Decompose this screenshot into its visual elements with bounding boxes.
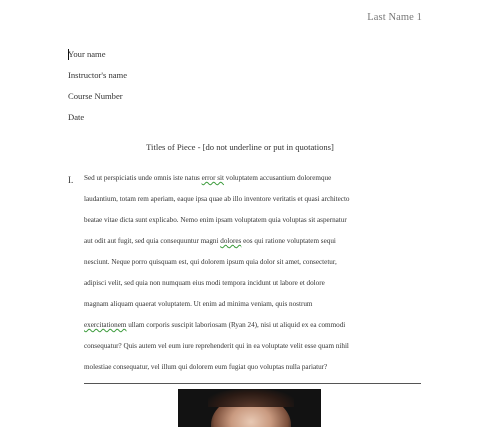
heading-course-number[interactable]: Course Number — [68, 91, 123, 101]
portrait-hair — [208, 389, 294, 407]
heading-date[interactable]: Date — [68, 112, 85, 122]
paragraph-line[interactable]: adipisci velit, sed quia non numquam eius modi tempora incidunt ut labore et dolore — [84, 279, 325, 287]
paragraph-line[interactable]: exercitationem ullam corporis suscipit laboriosam (Ryan 24), nisi ut aliquid ex ea commodi — [84, 321, 346, 329]
grammar-flag[interactable]: error sit — [201, 174, 225, 182]
paragraph-line[interactable]: beatae vitae dicta sunt explicabo. Nemo enim ipsam voluptatem quia voluptas sit aspernatur — [84, 216, 347, 224]
paragraph-line[interactable]: Sed ut perspiciatis unde omnis iste natus error sit voluptatem accusantium doloremque — [84, 174, 332, 182]
heading-instructor-name[interactable]: Instructor's name — [68, 70, 128, 80]
paragraph-line[interactable]: laudantium, totam rem aperiam, eaque ipsa quae ab illo inventore veritatis et quasi architecto — [84, 195, 350, 203]
running-head: Last Name 1 — [367, 12, 422, 23]
grammar-flag[interactable]: dolores — [220, 237, 242, 245]
horizontal-rule — [84, 383, 421, 384]
paragraph-line[interactable]: magnam aliquam quaerat voluptatem. Ut enim ad minima veniam, quis nostrum — [84, 300, 313, 308]
spelling-flag[interactable]: exercitationem — [84, 321, 127, 329]
paragraph-line[interactable]: aut odit aut fugit, sed quia consequuntur magni dolores eos qui ratione voluptatem sequi — [84, 237, 336, 245]
heading-your-name[interactable]: Your name — [68, 49, 106, 59]
paragraph-line[interactable]: consequatur? Quis autem vel eum iure reprehenderit qui in ea voluptate velit esse quam nihil — [84, 342, 349, 350]
document-title[interactable]: Titles of Piece - [do not underline or put in quotations] — [146, 142, 334, 152]
paragraph-line[interactable]: nesciunt. Neque porro quisquam est, qui dolorem ipsum quia dolor sit amet, consectetur, — [84, 258, 337, 266]
paragraph-line[interactable]: molestiae consequatur, vel illum qui dolorem eum fugiat quo voluptas nulla pariatur? — [84, 363, 328, 371]
embedded-photo[interactable] — [178, 389, 321, 427]
list-marker: I. — [68, 175, 74, 185]
